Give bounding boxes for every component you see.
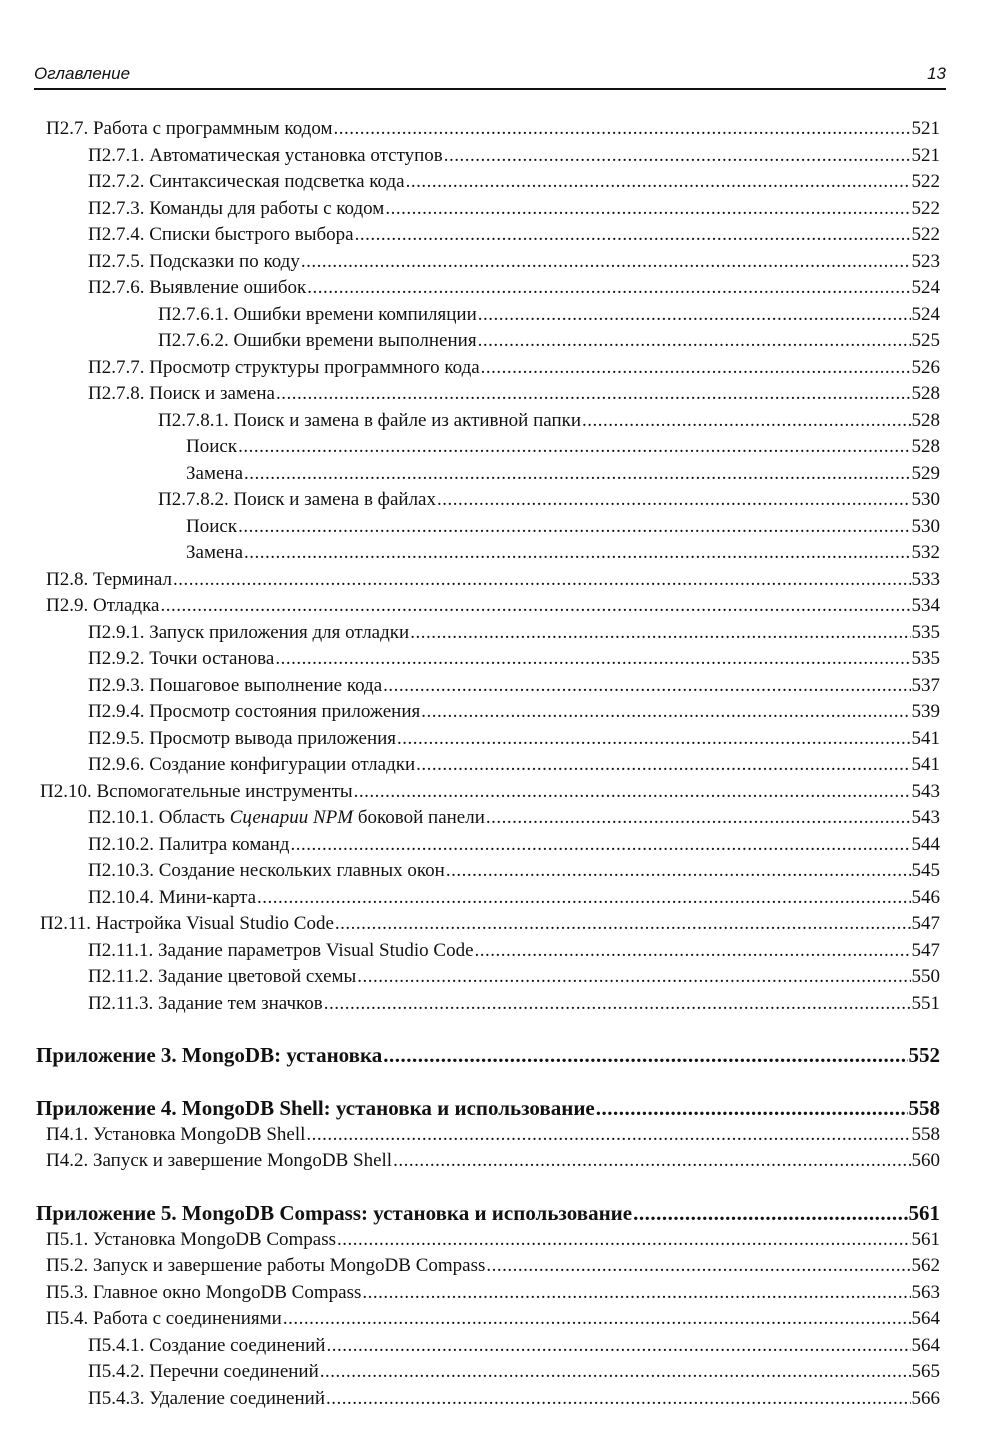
toc-entry-label: П2.11.3. Задание тем значков <box>88 993 323 1014</box>
toc-entry-label: Поиск <box>186 516 238 537</box>
running-head-title: Оглавление <box>34 64 131 83</box>
toc-entry[interactable] <box>88 170 940 194</box>
toc-entry-page: 560 <box>911 1150 940 1171</box>
toc-entry[interactable] <box>88 1334 940 1358</box>
toc-leader-dots <box>306 1123 910 1147</box>
toc-entry-label: П2.7.6.1. Ошибки времени компиляции <box>158 304 477 325</box>
toc-leader-dots <box>421 700 910 724</box>
toc-entry-label: П2.7.6. Выявление ошибок <box>88 277 307 298</box>
toc-entry-label: П4.1. Установка MongoDB Shell <box>46 1124 306 1145</box>
toc-entry-page: 534 <box>911 595 940 616</box>
toc-entry-label: П2.9.2. Точки останова <box>88 648 275 669</box>
toc-entry-label: П2.7.8. Поиск и замена <box>88 383 275 404</box>
toc-entry[interactable] <box>88 992 940 1016</box>
toc-leader-dots <box>596 1096 908 1120</box>
toc-leader-dots <box>481 356 911 380</box>
toc-entry[interactable] <box>46 1307 940 1331</box>
toc-entry-label: Поиск <box>186 436 238 457</box>
toc-entry-label: П2.10.4. Мини-карта <box>88 887 257 908</box>
toc-entry[interactable] <box>46 568 940 592</box>
toc-entry[interactable] <box>88 356 940 380</box>
toc-entry[interactable] <box>158 303 940 327</box>
toc-entry-page: 543 <box>911 807 940 828</box>
toc-entry-label: П2.7.4. Списки быстрого выбора <box>88 224 354 245</box>
toc-leader-dots <box>238 435 910 459</box>
running-head <box>34 60 946 90</box>
toc-leader-dots <box>582 409 910 433</box>
toc-entry-page: 525 <box>911 330 940 351</box>
toc-entry-label: П5.4.3. Удаление соединений <box>88 1388 325 1409</box>
toc-entry[interactable] <box>46 117 940 141</box>
toc-entry[interactable] <box>46 594 940 618</box>
toc-leader-dots <box>385 197 910 221</box>
toc-leader-dots <box>478 303 911 327</box>
toc-entry[interactable] <box>88 859 940 883</box>
toc-entry-label: Замена <box>186 463 244 484</box>
toc-entry[interactable] <box>88 1360 940 1384</box>
toc-entry[interactable] <box>88 1387 940 1411</box>
toc-entry-page: 537 <box>911 675 940 696</box>
toc-entry[interactable] <box>88 965 940 989</box>
toc-entry-label: П2.7.7. Просмотр структуры программного кода <box>88 357 480 378</box>
toc-entry-page: 521 <box>911 145 940 166</box>
toc-entry-page: 522 <box>911 198 940 219</box>
toc-leader-dots <box>320 1360 911 1384</box>
toc-entry[interactable] <box>88 647 940 671</box>
toc-entry-label: Приложение 3. MongoDB: установка <box>36 1043 383 1067</box>
toc-entry-page: 530 <box>911 516 940 537</box>
toc-entry-page: 532 <box>911 542 940 563</box>
toc-leader-dots <box>475 939 911 963</box>
toc-entry-page: 562 <box>911 1255 940 1276</box>
toc-entry[interactable] <box>88 144 940 168</box>
toc-leader-dots <box>326 1387 911 1411</box>
toc-leader-dots <box>283 1307 911 1331</box>
toc-leader-dots <box>383 674 910 698</box>
toc-entry-page: 529 <box>911 463 940 484</box>
toc-entry[interactable] <box>158 409 940 433</box>
toc-leader-dots <box>326 1334 910 1358</box>
toc-leader-dots <box>276 382 911 406</box>
toc-leader-dots <box>355 223 911 247</box>
toc-leader-dots <box>335 912 911 936</box>
toc-entry-label: П2.9.3. Пошаговое выполнение кода <box>88 675 383 696</box>
toc-leader-dots <box>410 621 910 645</box>
toc-entry[interactable] <box>88 886 940 910</box>
toc-entry-label: П2.9.4. Просмотр состояния приложения <box>88 701 421 722</box>
toc-entry-label: П4.2. Запуск и завершение MongoDB Shell <box>46 1150 393 1171</box>
toc-leader-dots <box>244 541 910 565</box>
toc-entry-label: П5.4.2. Перечни соединений <box>88 1361 319 1382</box>
toc-leader-dots <box>238 515 910 539</box>
toc-entry-label: П2.7.6.2. Ошибки времени выполнения <box>158 330 477 351</box>
toc-entry[interactable] <box>186 462 940 486</box>
toc-leader-dots <box>337 1228 910 1252</box>
toc-entry-page: 547 <box>911 913 940 934</box>
toc-entry[interactable] <box>40 912 940 936</box>
toc-entry-page: 522 <box>911 224 940 245</box>
toc-leader-dots <box>393 1149 910 1173</box>
toc-entry-page: 550 <box>911 966 940 987</box>
toc-entry[interactable] <box>88 753 940 777</box>
toc-entry-label: П2.9.5. Просмотр вывода приложения <box>88 728 397 749</box>
toc-entry[interactable] <box>46 1149 940 1173</box>
toc-entry[interactable] <box>40 780 940 804</box>
toc-entry-page: 544 <box>911 834 940 855</box>
toc-entry[interactable] <box>88 674 940 698</box>
toc-entry-page: 535 <box>911 622 940 643</box>
toc-entry-page: 526 <box>911 357 940 378</box>
toc-entry-page: 541 <box>911 728 940 749</box>
toc-leader-dots <box>397 727 910 751</box>
toc-entry-page: 522 <box>911 171 940 192</box>
toc-entry-label: П2.9. Отладка <box>46 595 160 616</box>
toc-entry-label: П5.3. Главное окно MongoDB Compass <box>46 1282 362 1303</box>
toc-entry-page: 521 <box>911 118 940 139</box>
toc-entry-page: 558 <box>911 1124 940 1145</box>
toc-entry-page: 528 <box>911 410 940 431</box>
toc-entry-label: П2.7.2. Синтаксическая подсветка кода <box>88 171 405 192</box>
toc-entry-label: П5.1. Установка MongoDB Compass <box>46 1229 337 1250</box>
toc-leader-dots <box>416 753 910 777</box>
toc-entry[interactable] <box>88 727 940 751</box>
toc-entry-page: 561 <box>911 1229 940 1250</box>
toc-entry-label: П2.10.1. Область Сценарии NPM боковой панели <box>88 807 485 828</box>
toc-leader-dots <box>301 250 911 274</box>
toc-entry-label: П5.4.1. Создание соединений <box>88 1335 326 1356</box>
toc-entry-label: Приложение 5. MongoDB Compass: установка и использование <box>36 1201 633 1225</box>
toc-entry-page: 565 <box>911 1361 940 1382</box>
toc-entry-page: 543 <box>911 781 940 802</box>
toc-leader-dots <box>290 833 910 857</box>
toc-entry[interactable] <box>158 329 940 353</box>
toc-entry-label: П2.7.3. Команды для работы с кодом <box>88 198 385 219</box>
toc-entry-page: 533 <box>911 569 940 590</box>
toc-entry[interactable] <box>88 833 940 857</box>
toc-entry[interactable] <box>88 197 940 221</box>
toc-leader-dots <box>478 329 911 353</box>
toc-entry-page: 564 <box>911 1335 940 1356</box>
toc-entry-label: П2.7. Работа с программным кодом <box>46 118 333 139</box>
toc-entry[interactable] <box>88 276 940 300</box>
toc-entry-page: 558 <box>908 1096 940 1120</box>
toc-entry-page: 545 <box>911 860 940 881</box>
toc-leader-dots <box>307 276 910 300</box>
toc-leader-dots <box>486 806 911 830</box>
toc-leader-dots <box>362 1281 910 1305</box>
toc-entry[interactable] <box>46 1254 940 1278</box>
toc-leader-dots <box>406 170 911 194</box>
toc-entry-page: 528 <box>911 436 940 457</box>
toc-entry-page: 564 <box>911 1308 940 1329</box>
toc-entry-label: П2.9.6. Создание конфигурации отладки <box>88 754 416 775</box>
toc-entry-page: 524 <box>911 304 940 325</box>
toc-entry-page: 523 <box>911 251 940 272</box>
toc-entry-label: П2.8. Терминал <box>46 569 172 590</box>
toc-leader-dots <box>244 462 910 486</box>
toc-leader-dots <box>633 1201 907 1225</box>
toc-leader-dots <box>257 886 910 910</box>
toc-entry-page: 530 <box>911 489 940 510</box>
toc-entry-label: Приложение 4. MongoDB Shell: установка и использование <box>36 1096 595 1120</box>
toc-entry[interactable] <box>46 1228 940 1252</box>
toc-entry-page: 528 <box>911 383 940 404</box>
toc-entry-label: П2.10. Вспомогательные инструменты <box>40 781 353 802</box>
toc-entry-label: П2.10.3. Создание нескольких главных окон <box>88 860 445 881</box>
toc-leader-dots <box>357 965 910 989</box>
toc-leader-dots <box>437 488 911 512</box>
toc-entry[interactable] <box>88 806 940 830</box>
toc-leader-dots <box>173 568 911 592</box>
toc-entry-label: П2.10.2. Палитра команд <box>88 834 290 855</box>
toc-entry-page: 552 <box>908 1043 940 1067</box>
toc-entry[interactable] <box>186 541 940 565</box>
toc-leader-dots <box>324 992 911 1016</box>
italic-term: Сценарии NPM <box>229 807 354 828</box>
toc-entry-page: 563 <box>911 1282 940 1303</box>
toc-entry-label: П2.11.2. Задание цветовой схемы <box>88 966 357 987</box>
toc-entry[interactable] <box>158 488 940 512</box>
toc-entry-page: 524 <box>911 277 940 298</box>
toc-entry[interactable] <box>88 382 940 406</box>
toc-entry-label: Замена <box>186 542 244 563</box>
toc-leader-dots <box>446 859 911 883</box>
toc-entry-label: П2.7.1. Автоматическая установка отступов <box>88 145 443 166</box>
toc-leader-dots <box>444 144 911 168</box>
toc-entry-page: 535 <box>911 648 940 669</box>
toc-leader-dots <box>333 117 910 141</box>
toc-entry-label: П5.4. Работа с соединениями <box>46 1308 282 1329</box>
toc-entry-page: 566 <box>911 1388 940 1409</box>
toc-entry-page: 541 <box>911 754 940 775</box>
toc-entry[interactable] <box>88 939 940 963</box>
toc-entry-label: П2.7.8.1. Поиск и замена в файле из активной папки <box>158 410 582 431</box>
toc-leader-dots <box>354 780 911 804</box>
toc-leader-dots <box>383 1043 907 1067</box>
toc-entry[interactable] <box>88 223 940 247</box>
page-number: 13 <box>927 64 946 83</box>
toc-entry[interactable] <box>46 1281 940 1305</box>
toc-entry-page: 551 <box>911 993 940 1014</box>
toc-entry[interactable] <box>186 435 940 459</box>
toc-entry[interactable] <box>88 700 940 724</box>
toc-chapter-entry[interactable] <box>36 1043 940 1067</box>
toc-entry[interactable] <box>88 621 940 645</box>
toc-entry-page: 539 <box>911 701 940 722</box>
toc-entry-label: П2.7.5. Подсказки по коду <box>88 251 300 272</box>
toc-entry[interactable] <box>88 250 940 274</box>
toc-leader-dots <box>275 647 910 671</box>
toc-entry[interactable] <box>186 515 940 539</box>
toc-entry-label: П2.11.1. Задание параметров Visual Studio Code <box>88 940 474 961</box>
toc-leader-dots <box>486 1254 910 1278</box>
toc-chapter-entry[interactable] <box>36 1096 940 1120</box>
toc-chapter-entry[interactable] <box>36 1201 940 1225</box>
toc-entry-page: 547 <box>911 940 940 961</box>
toc-entry-label: П2.9.1. Запуск приложения для отладки <box>88 622 410 643</box>
toc-entry-page: 546 <box>911 887 940 908</box>
toc-entry-label: П2.11. Настройка Visual Studio Code <box>40 913 334 934</box>
toc-leader-dots <box>160 594 910 618</box>
toc-entry-label: П5.2. Запуск и завершение работы MongoDB Compass <box>46 1255 486 1276</box>
toc-entry[interactable] <box>46 1123 940 1147</box>
toc-entry-page: 561 <box>908 1201 940 1225</box>
toc-entry-label: П2.7.8.2. Поиск и замена в файлах <box>158 489 436 510</box>
